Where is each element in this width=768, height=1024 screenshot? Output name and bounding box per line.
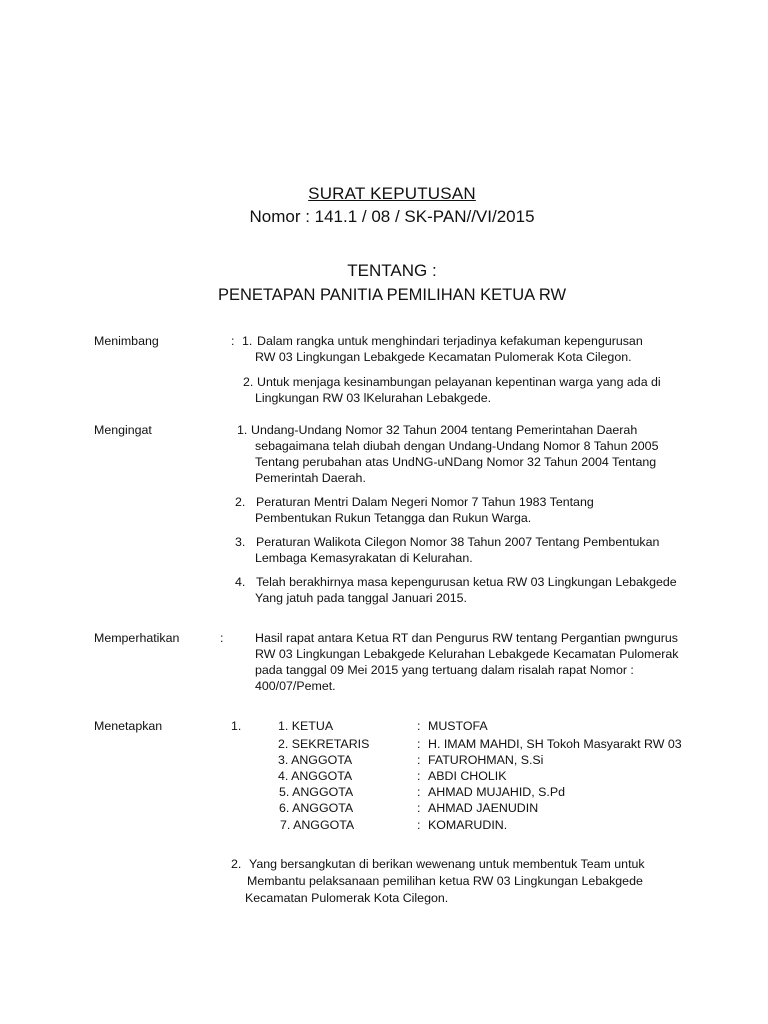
member-name: AHMAD MUJAHID, S.Pd bbox=[428, 785, 566, 799]
member-name: ABDI CHOLIK bbox=[428, 769, 507, 783]
member-position: 3. ANGGOTA bbox=[278, 753, 353, 767]
mengingat-item-3-line-1: Peraturan Walikota Cilegon Nomor 38 Tahun 2007 Tentang Pembentukan bbox=[256, 535, 660, 549]
member-separator: : bbox=[417, 818, 421, 832]
mengingat-item-1-line-1: Undang-Undang Nomor 32 Tahun 2004 tentang Pemerintahan Daerah bbox=[251, 423, 638, 437]
menetapkan-item-2-line-3: Kecamatan Pulomerak Kota Cilegon. bbox=[245, 891, 449, 905]
member-name: H. IMAM MAHDI, SH Tokoh Masyarakt RW 03 bbox=[428, 737, 682, 751]
memperhatikan-line-2: RW 03 Lingkungan Lebakgede Kelurahan Lebakgede Kecamatan Pulomerak bbox=[255, 647, 679, 661]
member-position: 5. ANGGOTA bbox=[279, 785, 354, 799]
mengingat-item-2-number: 2. bbox=[235, 495, 246, 509]
menimbang-item-2-line-1: Untuk menjaga kesinambungan pelayanan kepentinan warga yang ada di bbox=[257, 375, 661, 389]
member-position: 7. ANGGOTA bbox=[280, 818, 355, 832]
menimbang-item-1-line-2: RW 03 Lingkungan Lebakgede Kecamatan Pulomerak Kota Cilegon. bbox=[255, 350, 632, 364]
menimbang-item-2-line-2: Lingkungan RW 03 lKelurahan Lebakgede. bbox=[255, 391, 492, 405]
mengingat-item-3-number: 3. bbox=[235, 535, 246, 549]
menetapkan-item-2-line-2: Membantu pelaksanaan pemilihan ketua RW 03 Lingkungan Lebakgede bbox=[247, 874, 643, 888]
mengingat-item-2-line-2: Pembentukan Rukun Tetangga dan Rukun Warga. bbox=[255, 511, 532, 525]
mengingat-item-1-line-3: Tentang perubahan atas UndNG-uNDang Nomor 32 Tahun 2004 Tentang bbox=[255, 455, 657, 469]
member-separator: : bbox=[417, 801, 421, 815]
document-number: Nomor : 141.1 / 08 / SK-PAN//VI/2015 bbox=[249, 207, 535, 226]
member-name: AHMAD JAENUDIN bbox=[428, 801, 539, 815]
menetapkan-item-2-line-1: Yang bersangkutan di berikan wewenang untuk membentuk Team untuk bbox=[249, 857, 645, 871]
member-name: KOMARUDIN. bbox=[428, 818, 508, 832]
member-separator: : bbox=[417, 753, 421, 767]
member-separator: : bbox=[417, 737, 421, 751]
menetapkan-item-1-number: 1. bbox=[231, 719, 242, 733]
tentang-heading: TENTANG : bbox=[347, 261, 437, 280]
memperhatikan-label: Memperhatikan bbox=[94, 631, 180, 645]
member-position: 1. KETUA bbox=[278, 719, 334, 733]
memperhatikan-separator: : bbox=[220, 631, 224, 645]
member-name: FATUROHMAN, S.Si bbox=[428, 753, 544, 767]
mengingat-item-1-line-4: Pemerintah Daerah. bbox=[255, 471, 366, 485]
member-position: 6. ANGGOTA bbox=[279, 801, 354, 815]
memperhatikan-line-1: Hasil rapat antara Ketua RT dan Pengurus RW tentang Pergantian pwngurus bbox=[255, 631, 678, 645]
menimbang-item-1-number: 1. bbox=[242, 334, 253, 348]
memperhatikan-line-4: 400/07/Pemet. bbox=[255, 679, 336, 693]
menetapkan-item-2-number: 2. bbox=[231, 857, 242, 871]
document-title: SURAT KEPUTUSAN bbox=[308, 184, 476, 203]
subject-heading: PENETAPAN PANITIA PEMILIHAN KETUA RW bbox=[217, 286, 567, 304]
mengingat-label: Mengingat bbox=[94, 423, 152, 437]
member-name: MUSTOFA bbox=[428, 719, 488, 733]
mengingat-item-4-line-1: Telah berakhirnya masa kepengurusan ketua RW 03 Lingkungan Lebakgede bbox=[256, 575, 677, 589]
member-position: 2. SEKRETARIS bbox=[278, 737, 370, 751]
mengingat-item-1-line-2: sebagaimana telah diubah dengan Undang-Undang Nomor 8 Tahun 2005 bbox=[255, 439, 659, 453]
menimbang-separator: : bbox=[231, 334, 235, 348]
menetapkan-label: Menetapkan bbox=[94, 719, 163, 733]
menimbang-item-1-line-1: Dalam rangka untuk menghindari terjadinya kefakuman kepengurusan bbox=[257, 334, 643, 348]
memperhatikan-line-3: pada tanggal 09 Mei 2015 yang tertuang dalam risalah rapat Nomor : bbox=[255, 663, 634, 677]
menimbang-label: Menimbang bbox=[94, 334, 159, 348]
mengingat-item-2-line-1: Peraturan Mentri Dalam Negeri Nomor 7 Tahun 1983 Tentang bbox=[256, 495, 594, 509]
mengingat-item-4-line-2: Yang jatuh pada tanggal Januari 2015. bbox=[255, 591, 467, 605]
mengingat-item-1-number: 1. bbox=[237, 423, 248, 437]
menimbang-item-2-number: 2. bbox=[243, 375, 254, 389]
member-separator: : bbox=[417, 785, 421, 799]
mengingat-item-4-number: 4. bbox=[235, 575, 246, 589]
member-separator: : bbox=[417, 769, 421, 783]
member-position: 4. ANGGOTA bbox=[278, 769, 353, 783]
member-separator: : bbox=[417, 719, 421, 733]
mengingat-item-3-line-2: Lembaga Kemasyrakatan di Kelurahan. bbox=[255, 551, 473, 565]
